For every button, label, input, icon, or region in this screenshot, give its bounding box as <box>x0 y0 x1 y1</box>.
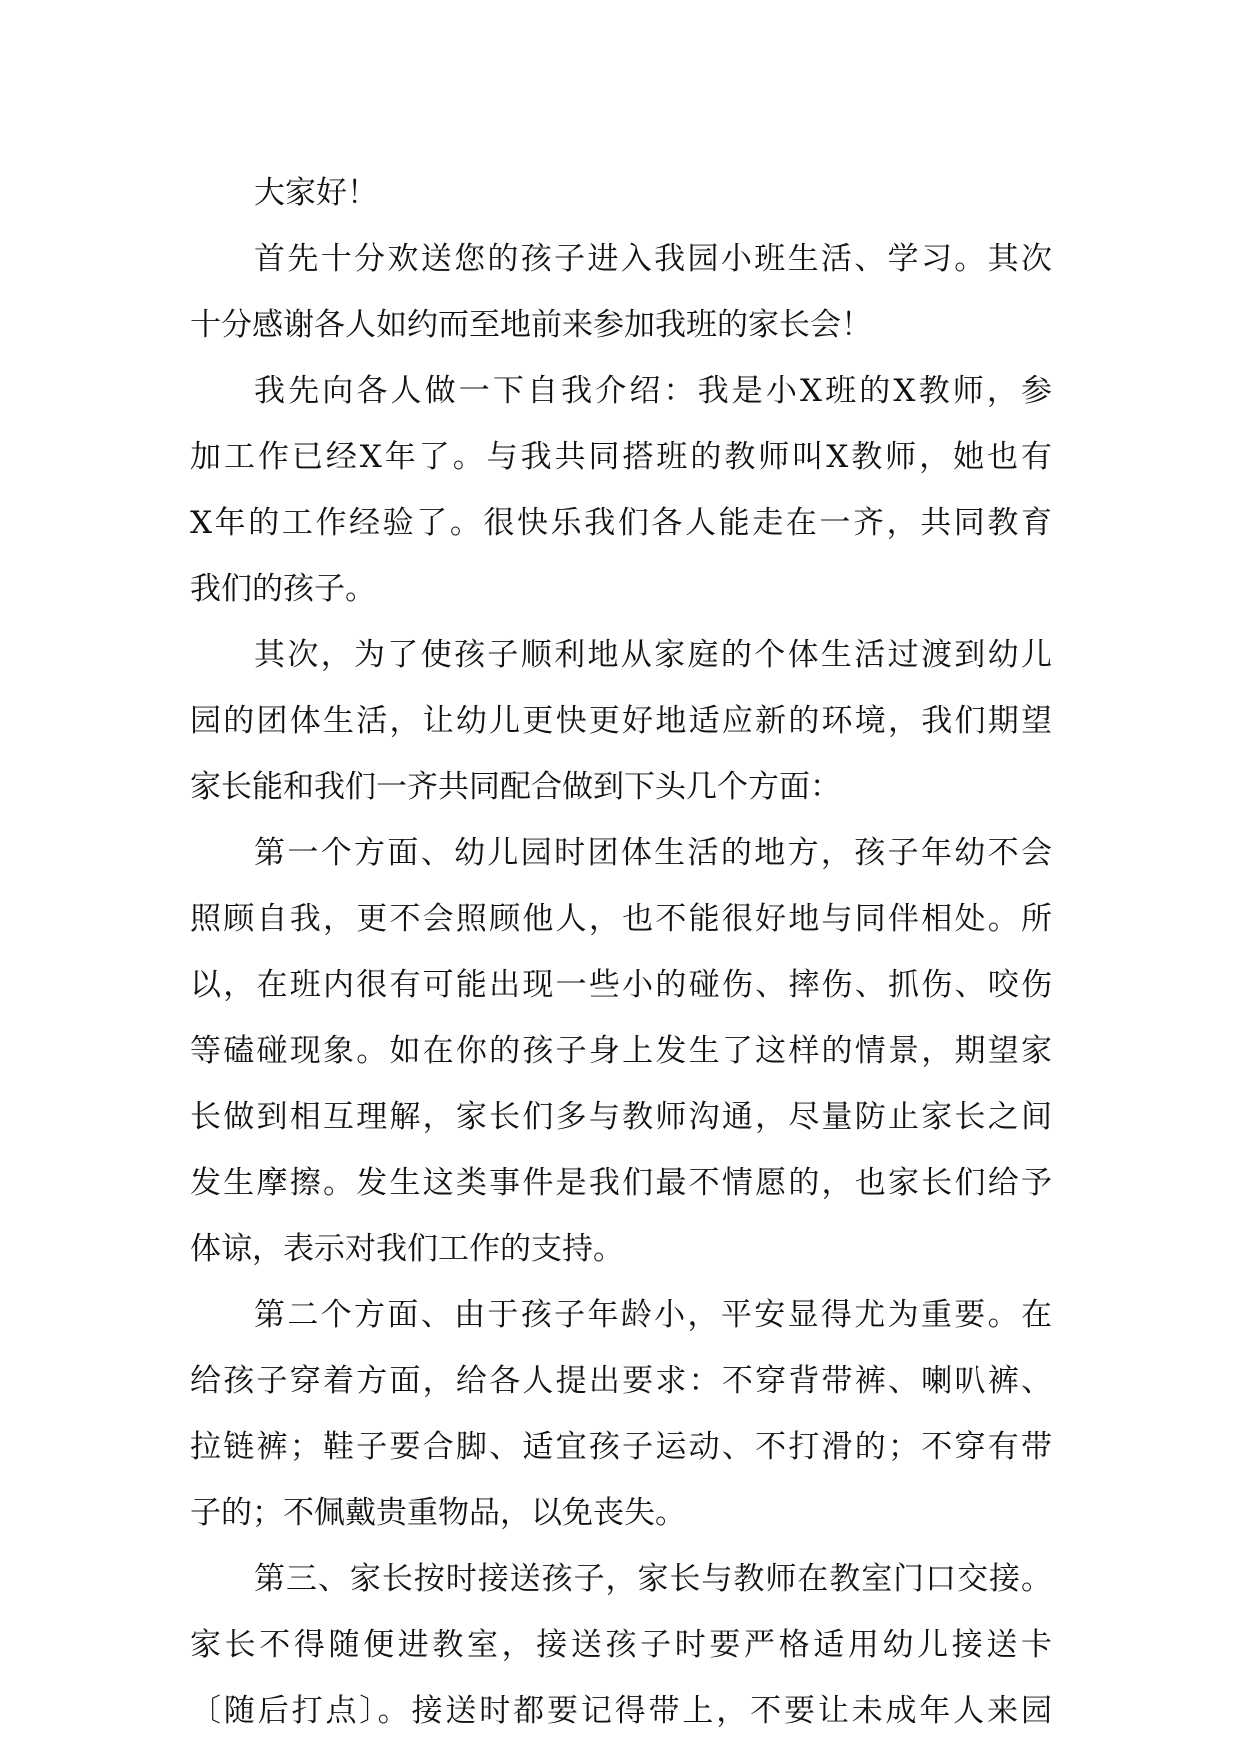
paragraph-line: 十分感谢各人如约而至地前来参加我班的家长会！ <box>190 307 872 343</box>
paragraph-line: 〔随后打点〕。接送时都要记得带上，不要让未成年人来园 <box>190 1693 1052 1729</box>
paragraph-line: 家长能和我们一齐共同配合做到下头几个方面： <box>190 769 841 805</box>
paragraph-line: 加工作已经X年了。与我共同搭班的教师叫X教师，她也有 <box>190 439 1052 475</box>
paragraph-line: 子的；不佩戴贵重物品，以免丧失。 <box>190 1495 686 1531</box>
paragraph-line: 以，在班内很有可能出现一些小的碰伤、摔伤、抓伤、咬伤 <box>190 967 1052 1003</box>
paragraph-line: 体谅，表示对我们工作的支持。 <box>190 1231 624 1267</box>
paragraph-line: 我们的孩子。 <box>190 571 376 607</box>
paragraph-line: 家长不得随便进教室，接送孩子时要严格适用幼儿接送卡 <box>190 1627 1052 1663</box>
paragraph-line: X年的工作经验了。很快乐我们各人能走在一齐，共同教育 <box>190 505 1052 541</box>
paragraph-line: 等磕碰现象。如在你的孩子身上发生了这样的情景，期望家 <box>190 1033 1052 1069</box>
paragraph-line: 第二个方面、由于孩子年龄小，平安显得尤为重要。在 <box>254 1297 1052 1333</box>
paragraph-line: 给孩子穿着方面，给各人提出要求：不穿背带裤、喇叭裤、 <box>190 1363 1052 1399</box>
document-body <box>190 160 1052 1744</box>
paragraph-line: 第一个方面、幼儿园时团体生活的地方，孩子年幼不会 <box>254 835 1052 871</box>
paragraph-line: 照顾自我，更不会照顾他人，也不能很好地与同伴相处。所 <box>190 901 1052 937</box>
paragraph-line: 长做到相互理解，家长们多与教师沟通，尽量防止家长之间 <box>190 1099 1052 1135</box>
paragraph-line: 园的团体生活，让幼儿更快更好地适应新的环境，我们期望 <box>190 703 1052 739</box>
paragraph-line: 拉链裤；鞋子要合脚、适宜孩子运动、不打滑的；不穿有带 <box>190 1429 1052 1465</box>
paragraph-line: 首先十分欢送您的孩子进入我园小班生活、学习。其次 <box>254 241 1052 277</box>
paragraph-line: 发生摩擦。发生这类事件是我们最不情愿的，也家长们给予 <box>190 1165 1052 1201</box>
paragraph-line: 我先向各人做一下自我介绍：我是小X班的X教师，参 <box>254 373 1052 409</box>
paragraph-line: 第三、家长按时接送孩子，家长与教师在教室门口交接。 <box>254 1561 1052 1597</box>
paragraph-line: 其次，为了使孩子顺利地从家庭的个体生活过渡到幼儿 <box>254 637 1052 673</box>
greeting-line: 大家好！ <box>254 175 378 211</box>
